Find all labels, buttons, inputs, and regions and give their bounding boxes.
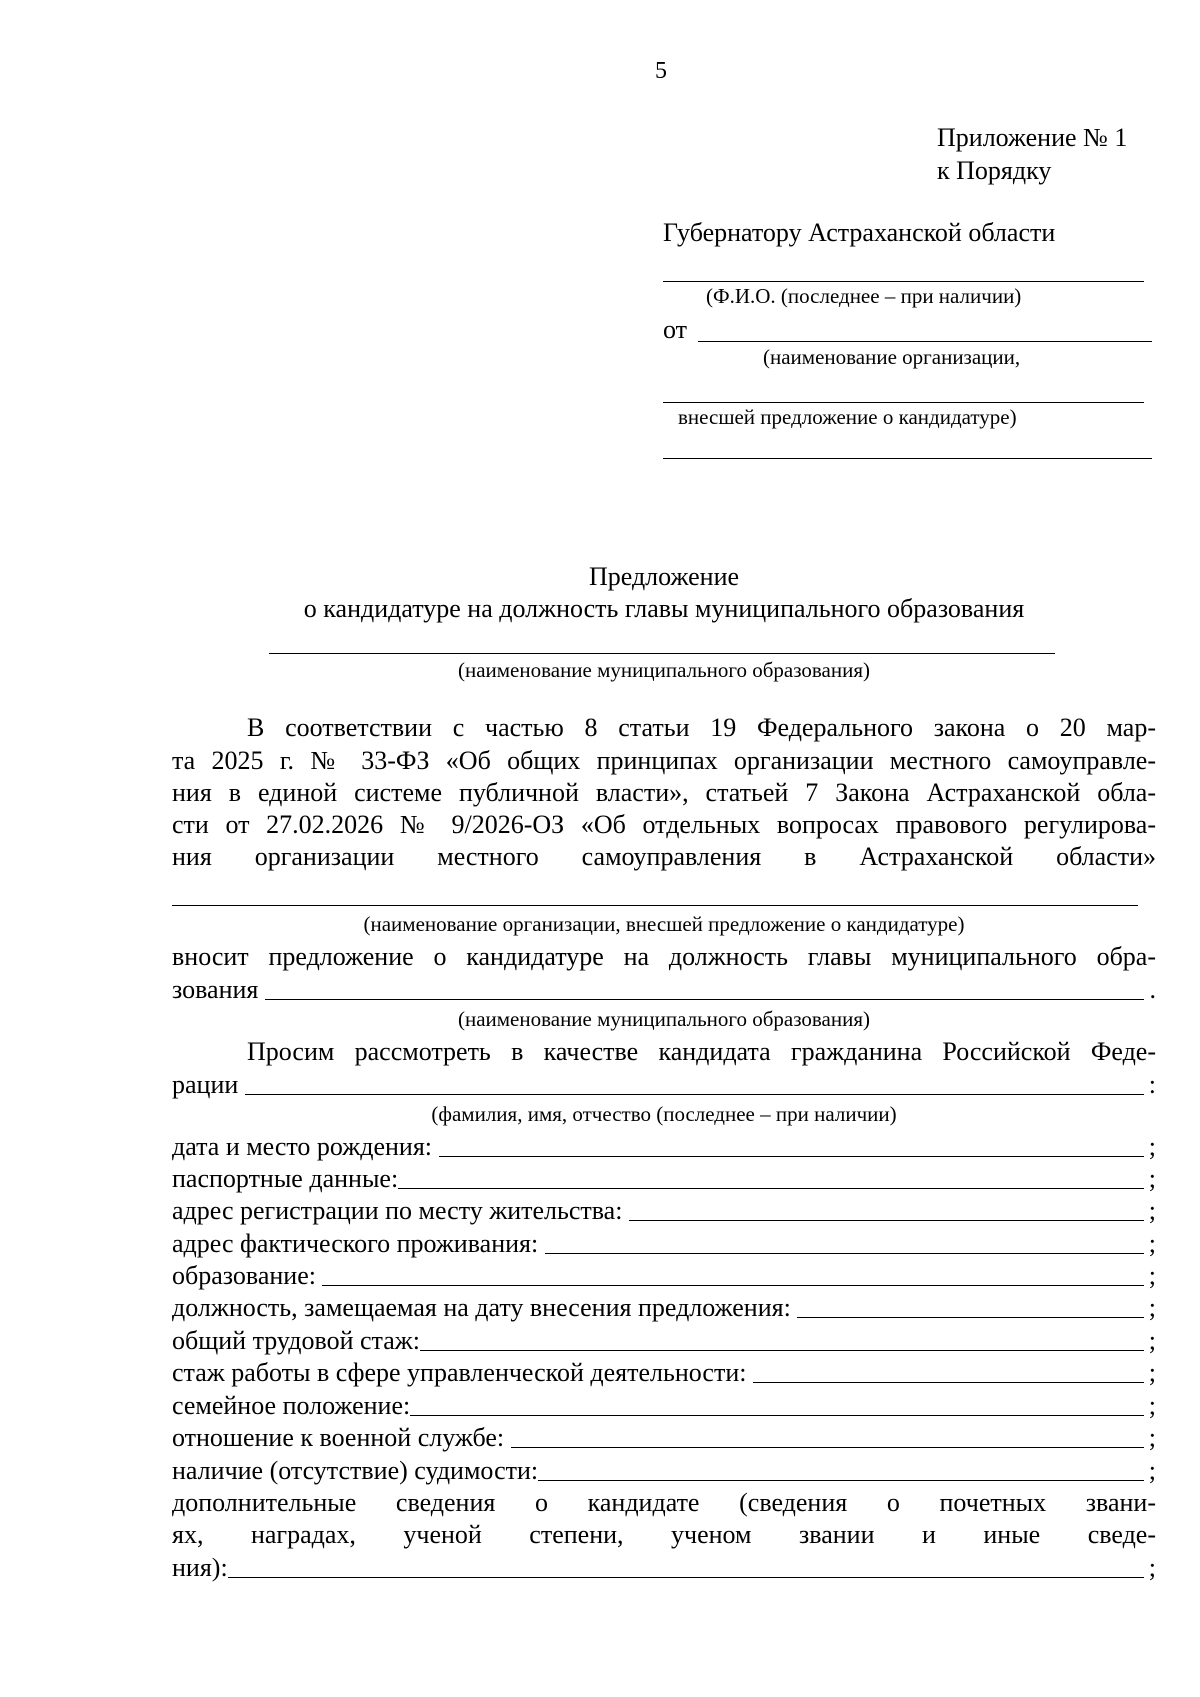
field-end: ; (1148, 1164, 1156, 1193)
field-blank (545, 1231, 1144, 1254)
field-label: адрес регистрации по месту жительства: (172, 1196, 629, 1225)
org-blank-line-2 (663, 458, 1152, 459)
field-military-service (172, 1422, 1156, 1454)
field-end: ; (1148, 1326, 1156, 1355)
field-blank (439, 1134, 1144, 1157)
field-work-experience (172, 1325, 1156, 1357)
field-blank (629, 1198, 1144, 1221)
field-label: общий трудовой стаж: (172, 1326, 420, 1355)
field-management-experience (172, 1357, 1156, 1389)
addressee-governor: Губернатору Астраханской области (663, 218, 1056, 247)
org-name-blank-line (172, 905, 1138, 906)
field-actual-address (172, 1228, 1156, 1260)
para3-end: : (1148, 1070, 1156, 1099)
field-label: должность, замещаемая на дату внесения предложения: (172, 1293, 798, 1322)
field-label: дата и место рождения: (172, 1132, 439, 1161)
para3-line1: Просим рассмотреть в качестве кандидата гражданина Российской Феде- (247, 1037, 1156, 1066)
field-birth (172, 1131, 1156, 1163)
mo-name-caption: (наименование муниципального образования) (457, 1007, 871, 1031)
field-blank (322, 1263, 1144, 1286)
field-label: образование: (172, 1261, 323, 1290)
fio-caption: (Ф.И.О. (последнее – при наличии) (706, 284, 1022, 308)
field-end: ; (1148, 1229, 1156, 1258)
field-end: ; (1148, 1196, 1156, 1225)
page-number: 5 (655, 58, 667, 84)
field-marital-status (172, 1390, 1156, 1422)
field-blank (398, 1166, 1144, 1189)
para2-end: . (1149, 975, 1156, 1004)
field-end: ; (1148, 1391, 1156, 1420)
para2-line2 (172, 974, 1156, 1006)
field-end: ; (1148, 1132, 1156, 1161)
org-caption-line1: (наименование организации, (763, 345, 1021, 369)
additional-blank (228, 1555, 1144, 1578)
field-label: стаж работы в сфере управленческой деятельности: (172, 1358, 753, 1387)
field-end: ; (1148, 1293, 1156, 1322)
para3-line2 (172, 1069, 1156, 1101)
para1-line3: ния в единой системе публичной власти», статьей 7 Закона Астраханской обла- (172, 778, 1156, 807)
para1-line1: В соответствии с частью 8 статьи 19 Федерального закона о 20 мар- (247, 713, 1156, 742)
from-blank-line (698, 341, 1152, 342)
field-end: ; (1148, 1423, 1156, 1452)
additional-end: ; (1148, 1553, 1156, 1582)
para1-line2: та 2025 г. № 33-ФЗ «Об общих принципах организации местного самоуправле- (172, 746, 1156, 775)
para1-line4: сти от 27.02.2026 № 9/2026-ОЗ «Об отдельных вопросах правового регулирова- (172, 810, 1156, 839)
field-blank (753, 1360, 1144, 1383)
field-blank (538, 1458, 1144, 1481)
mo-name-blank (265, 977, 1144, 1000)
fio-blank-line (663, 281, 1144, 282)
para2-line2-label: зования (172, 975, 265, 1004)
field-label: паспортные данные: (172, 1164, 399, 1193)
mo-title-caption: (наименование муниципального образования) (457, 658, 871, 682)
from-label: от (663, 315, 688, 344)
field-end: ; (1148, 1456, 1156, 1485)
additional-line3 (172, 1552, 1156, 1584)
additional-line1: дополнительные сведения о кандидате (сведения о почетных звани- (172, 1488, 1156, 1517)
field-criminal-record (172, 1455, 1156, 1487)
field-end: ; (1148, 1261, 1156, 1290)
field-education (172, 1260, 1156, 1292)
field-blank (420, 1328, 1144, 1351)
appendix-number: Приложение № 1 (937, 123, 1128, 152)
candidate-fio-blank (245, 1072, 1144, 1095)
org-blank-line (663, 402, 1144, 403)
field-blank (511, 1425, 1144, 1448)
org-name-caption: (наименование организации, внесшей предложение о кандидатуре) (363, 912, 965, 936)
field-label: адрес фактического проживания: (172, 1229, 545, 1258)
field-blank (410, 1393, 1144, 1416)
mo-title-blank-line (269, 653, 1055, 654)
document-title: Предложение (588, 562, 740, 591)
para1-line5: ния организации местного самоуправления в Астраханской области» (172, 842, 1156, 871)
additional-label: ния): (172, 1553, 228, 1582)
candidate-fio-caption: (фамилия, имя, отчество (последнее – при наличии) (431, 1102, 897, 1126)
field-position (172, 1292, 1156, 1324)
field-end: ; (1148, 1358, 1156, 1387)
additional-line2: ях, наградах, ученой степени, ученом звании и иные сведе- (172, 1520, 1156, 1549)
para3-line2-label: рации (172, 1070, 245, 1099)
field-label: наличие (отсутствие) судимости: (172, 1456, 539, 1485)
field-label: отношение к военной службе: (172, 1423, 511, 1452)
para2-line1: вносит предложение о кандидатуре на должность главы муниципального обра- (172, 942, 1156, 971)
field-blank (797, 1295, 1144, 1318)
org-caption-line2: внесшей предложение о кандидатуре) (678, 405, 1017, 429)
document-subtitle: о кандидатуре на должность главы муниципального образования (303, 594, 1025, 623)
field-registration-address (172, 1195, 1156, 1227)
appendix-reference: к Порядку (937, 156, 1052, 185)
field-label: семейное положение: (172, 1391, 411, 1420)
field-passport (172, 1163, 1156, 1195)
